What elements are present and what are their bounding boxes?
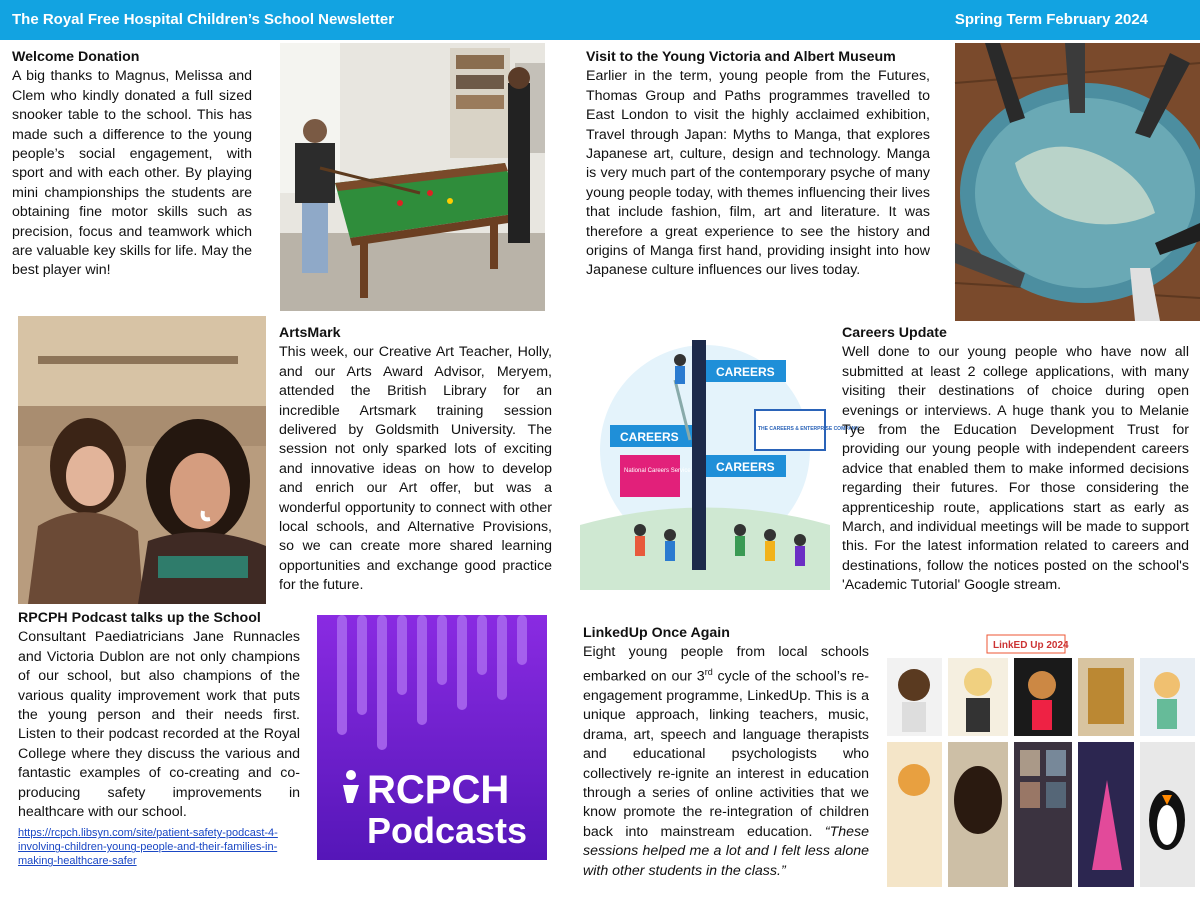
- podcast-section: [18, 609, 300, 868]
- artsmark-section: [279, 324, 552, 596]
- logo-podcasts-text: Podcasts: [367, 810, 528, 851]
- snooker-photo: [280, 43, 545, 311]
- welcome-section: [12, 48, 252, 281]
- welcome-body: A big thanks to Magnus, Melissa and Clem who kindly donated a full sized snooker table to the school. This has made such a difference to the young people’s social engagement, with sport and with each other. By playing mini championships the students are obtaining fine motor skills such as precision, focus and teamwork which are valuable key skills for life. May the best player win!: [12, 68, 252, 279]
- artsmark-body: This week, our Creative Art Teacher, Holly, and our Arts Award Advisor, Meryem, attended the British Library for an incredible Artsmark training session delivered by Goldsmith University. The session not only sparked lots of exciting and innovative ideas on how to develop and enrich our Art offer, but was a wonderful opportunity to connect with other local schools, and Alternative Provisions, so we can create more shared learning opportunities and exchange good practice for the future.: [279, 344, 552, 594]
- museum-section: [586, 48, 930, 281]
- careers-section: [842, 324, 1189, 596]
- careers-body: Well done to our young people who have now all submitted at least 2 college applications, with many visiting their destinations of choice during open evenings or interviews. A huge thank you to Melanie Tye from the Education Development Trust for providing our young people with independent careers advice that enabled them to make informed decisions regarding their futures. For those considering the apprenticeship route, applications start as early as March, and individual meetings will be made to support this. For the latest information related to careers and destinations, follow the notices posted on the school's 'Academic Tutorial' Google stream.: [842, 344, 1189, 594]
- careers-heading: Careers Update: [842, 325, 947, 341]
- careers-sign-1: CAREERS: [716, 365, 775, 379]
- museum-body: Earlier in the term, young people from the Futures, Thomas Group and Paths programmes travelled to East London to visit the highly acclaimed exhibition, Travel through Japan: Myths to Manga, that explores Japanese art, culture, design and technology. Manga is very much part of the contemporary psyche of many young people today, with themes influencing their lives that include fashion, film, art and literature. It was therefore a great experience to see the history and origins of Manga first hand, providing insight into how Japanese culture influences our lives today.: [586, 68, 930, 279]
- welcome-heading: Welcome Donation: [12, 49, 140, 65]
- podcast-body: Consultant Paediatricians Jane Runnacles and Victoria Dublon are not only champions of our school, but also champions of the various quality improvement work that puts the young person and their needs first. Listen to their podcast recorded at the Royal College where they discuss the various and fantastic examples of co-creating and co-producing safety improvements in healthcare with our school.: [18, 629, 300, 821]
- linkedup-body: Eight young people from local schools embarked on our 3rd cycle of the school’s re-engagement programme, LinkedUp. This is a unique approach, linking teachers, music, drama, art, speech and language therapists and educational psychologists who collectively re-ignite an interest in education through a series of online activities that we know promote the re-integration of children back into mainstream education. “These sessions helped me a lot and I felt less alone with other students in the class.”: [583, 644, 869, 879]
- museum-floor-photo: [955, 43, 1200, 321]
- staff-selfie-photo: [18, 316, 266, 604]
- badge-careers-enterprise: THE CAREERS & ENTERPRISE COMPANY: [758, 426, 859, 432]
- term-date: Spring Term February 2024: [954, 11, 1148, 28]
- logo-rcpch-text: RCPCH: [367, 768, 510, 812]
- linkedup-section: [583, 624, 869, 881]
- linkedup-heading: LinkedUp Once Again: [583, 625, 730, 641]
- linkedup-collage: [882, 630, 1200, 892]
- careers-sign-3: CAREERS: [716, 460, 775, 474]
- museum-heading: Visit to the Young Victoria and Albert Museum: [586, 49, 896, 65]
- careers-graphic: [580, 330, 859, 590]
- collage-title: LinkED Up 2024: [993, 640, 1069, 651]
- artsmark-heading: ArtsMark: [279, 325, 341, 341]
- podcast-heading: RPCPH Podcast talks up the School: [18, 610, 261, 626]
- linkedup-quote: “These sessions helped me a lot and I felt less alone with other students in the class.”: [583, 823, 869, 879]
- header-banner: [0, 0, 1200, 40]
- podcast-link[interactable]: https://rcpch.libsyn.com/site/patient-safety-podcast-4-involving-children-young-people-and-their-families-in-making-healthcare-safer: [18, 827, 278, 868]
- careers-sign-2: CAREERS: [620, 430, 679, 444]
- badge-national-careers: National Careers Service: [624, 468, 691, 474]
- rcpch-podcasts-logo: [317, 615, 547, 860]
- newsletter-title: The Royal Free Hospital Children’s School Newsletter: [12, 11, 395, 28]
